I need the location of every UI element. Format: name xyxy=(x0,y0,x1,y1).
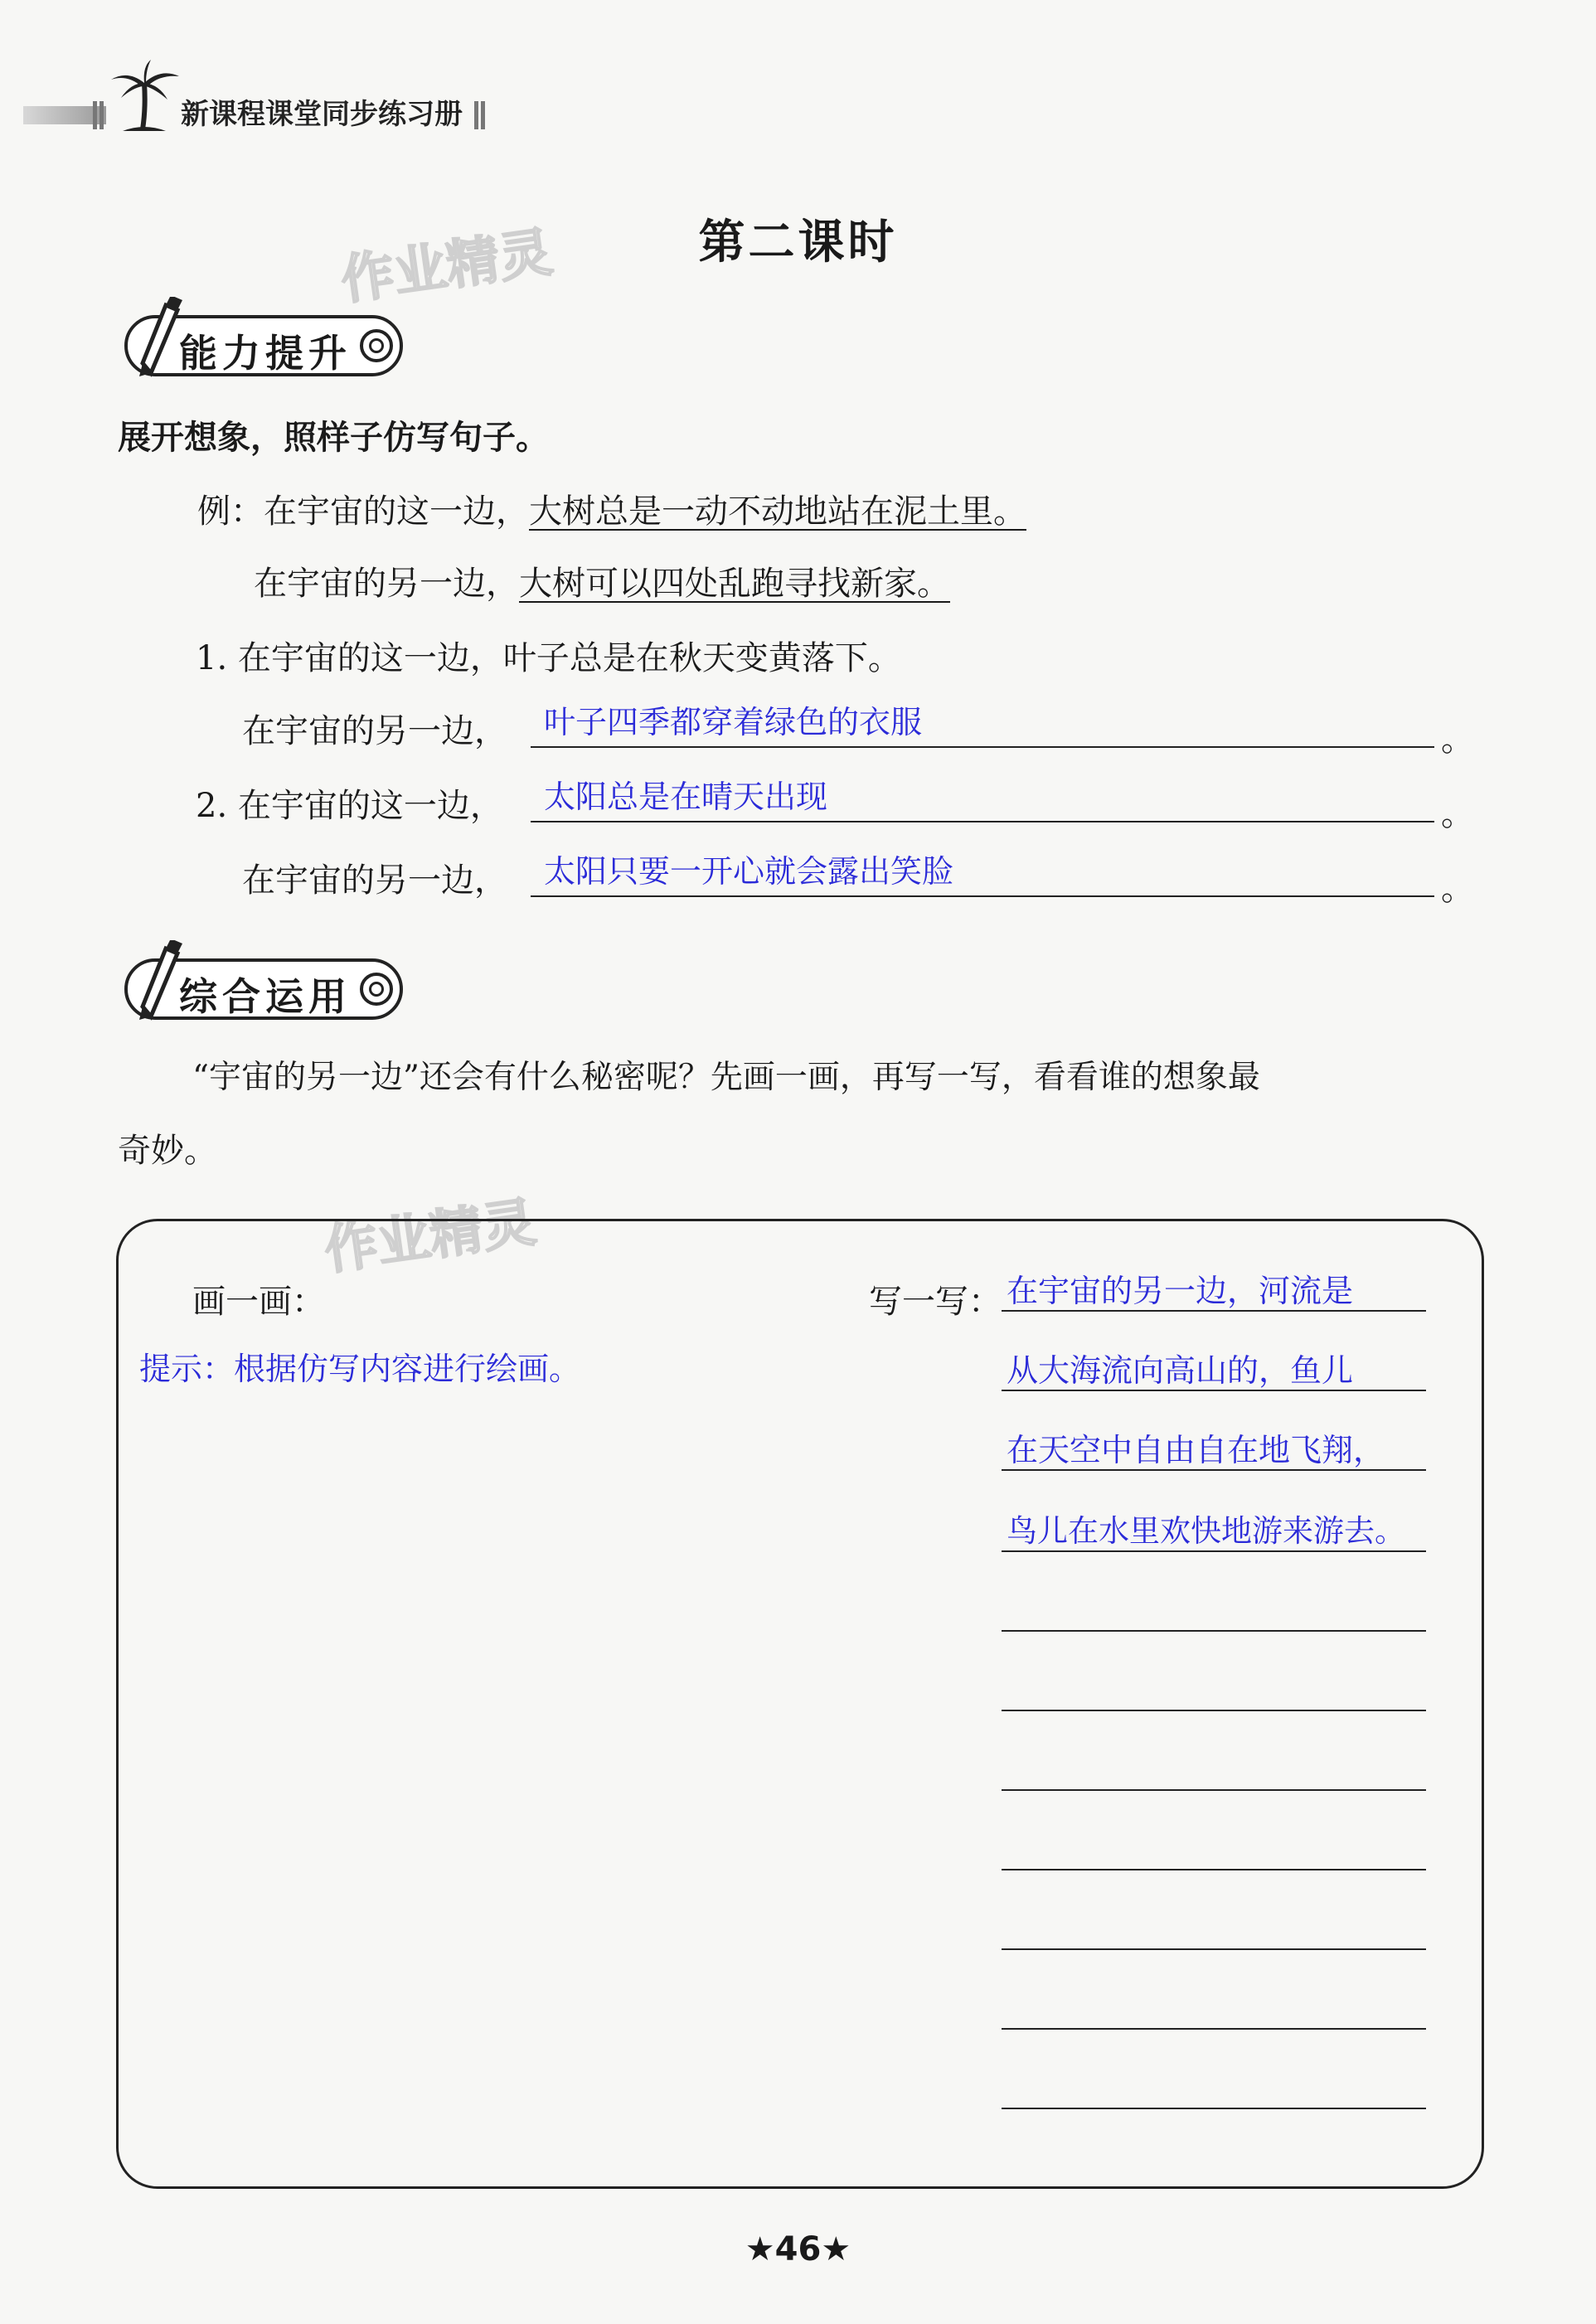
period-mark: 。 xyxy=(1441,720,1474,759)
section-badge-label: 能力提升 xyxy=(179,331,352,376)
write-line xyxy=(1002,1630,1426,1632)
item-number: 2. xyxy=(196,787,228,825)
write-line xyxy=(1002,1948,1426,1950)
period-mark: 。 xyxy=(1441,795,1474,833)
write-answer-line: 在天空中自由自在地飞翔， xyxy=(1007,1432,1385,1468)
write-line xyxy=(1002,1789,1426,1791)
example-underlined: 大树总是一动不动地站在泥土里。 xyxy=(529,492,1026,531)
write-line xyxy=(1002,1469,1426,1471)
book-title: 新课程课堂同步练习册 xyxy=(181,98,463,131)
badge-ring-inner xyxy=(369,338,384,353)
header-tick xyxy=(93,101,97,129)
watermark: 作业精灵 xyxy=(337,221,556,313)
draw-label: 画一画： xyxy=(192,1283,325,1321)
draw-hint: 提示：根据仿写内容进行绘画。 xyxy=(139,1351,581,1387)
write-label: 写一写： xyxy=(869,1283,1002,1321)
item-2-answer-a: 太阳总是在晴天出现 xyxy=(544,779,828,815)
item-number: 1. xyxy=(196,639,228,677)
badge-ring xyxy=(360,329,393,362)
example-underlined: 大树可以四处乱跑寻找新家。 xyxy=(519,565,950,603)
example-line-2 xyxy=(254,557,950,604)
item-1-prompt: 在宇宙的另一边， xyxy=(242,712,507,750)
section-badge-label: 综合运用 xyxy=(179,974,352,1019)
header-tick xyxy=(474,101,478,129)
question-line-1: “宇宙的另一边”还会有什么秘密呢？先画一画，再写一写，看看谁的想象最 xyxy=(192,1059,1260,1096)
item-1-answer: 叶子四季都穿着绿色的衣服 xyxy=(544,704,923,740)
period-mark: 。 xyxy=(1441,870,1474,908)
item-given-text: 在宇宙的这一边，叶子总是在秋天变黄落下。 xyxy=(237,639,901,677)
header-tick xyxy=(481,101,485,129)
answer-blank-line xyxy=(531,894,1434,897)
page-number: ★46★ xyxy=(745,2230,851,2268)
example-prefix: 例：在宇宙的这一边， xyxy=(197,492,529,531)
pencil-icon xyxy=(136,940,186,1023)
header-tick xyxy=(99,101,104,129)
badge-ring xyxy=(360,973,393,1006)
instruction-text: 展开想象，照样子仿写句子。 xyxy=(118,419,549,457)
watermark: 作业精灵 xyxy=(320,1191,540,1283)
write-line xyxy=(1002,1710,1426,1711)
write-line xyxy=(1002,1390,1426,1391)
write-answer-line: 从大海流向高山的，鱼儿 xyxy=(1007,1352,1354,1389)
write-line xyxy=(1002,1310,1426,1312)
page-title: 第二课时 xyxy=(698,216,898,269)
example-line-1 xyxy=(197,485,1026,532)
item-prompt-text: 在宇宙的这一边， xyxy=(237,787,503,825)
palm-tree-icon xyxy=(106,58,182,134)
badge-ring-inner xyxy=(369,982,384,997)
item-2-prompt-b: 在宇宙的另一边， xyxy=(242,861,507,900)
answer-blank-line xyxy=(531,745,1434,748)
item-2-answer-b: 太阳只要一开心就会露出笑脸 xyxy=(544,853,954,890)
pencil-icon xyxy=(136,297,186,380)
question-line-2: 奇妙。 xyxy=(118,1132,217,1170)
write-line xyxy=(1002,2028,1426,2030)
section-badge-ability xyxy=(124,315,403,376)
item-2-prompt-a xyxy=(196,779,503,827)
write-answer-line: 鸟儿在水里欢快地游来游去。 xyxy=(1007,1513,1405,1549)
write-line xyxy=(1002,1869,1426,1870)
write-answer-line: 在宇宙的另一边，河流是 xyxy=(1007,1273,1354,1309)
item-1-given xyxy=(196,632,901,679)
write-line xyxy=(1002,2108,1426,2109)
example-prefix: 在宇宙的另一边， xyxy=(254,565,519,603)
write-line xyxy=(1002,1550,1426,1552)
answer-blank-line xyxy=(531,819,1434,822)
section-badge-application xyxy=(124,958,403,1020)
